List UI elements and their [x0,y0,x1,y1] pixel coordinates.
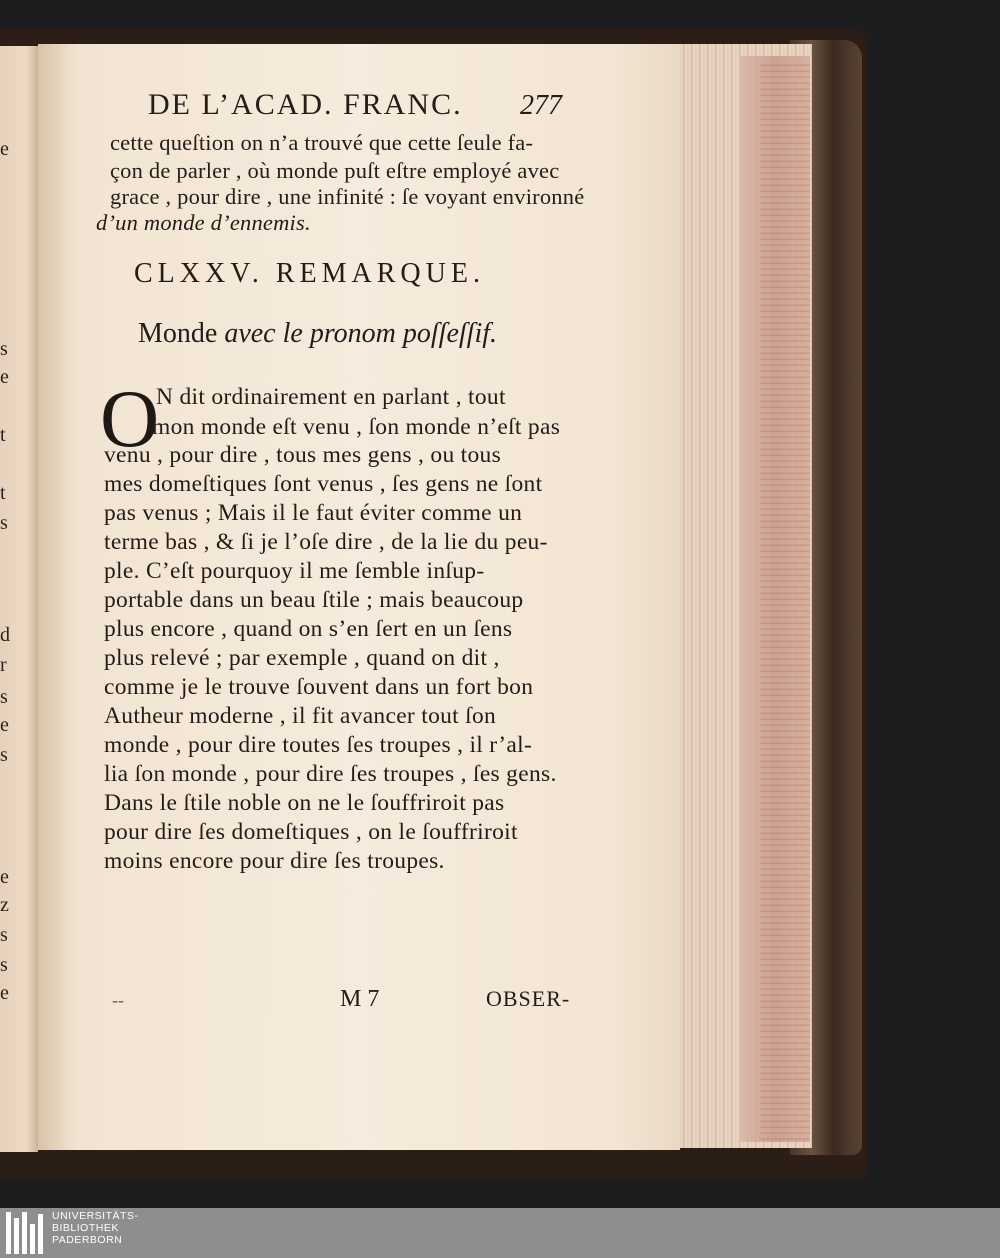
margin-letter: s [0,744,8,766]
library-footer-bar [0,1208,1000,1258]
paragraph-line: terme bas , & ſi je l’oſe dire , de la lie du peu- [104,529,548,555]
paragraph-line: plus relevé ; par exemple , quand on dit , [104,645,500,671]
margin-letter: z [0,894,9,916]
paragraph-line: mon monde eſt venu , ſon monde n’eſt pas [152,414,561,440]
signature-mark: M 7 [340,986,380,1012]
library-name-line: BIBLIOTHEK [52,1222,119,1234]
margin-letter: s [0,924,8,946]
running-head: DE L’ACAD. FRANC. [148,88,463,121]
library-name-line: PADERBORN [52,1234,123,1246]
paragraph-line: monde , pour dire toutes ſes troupes , il r’al- [104,732,533,758]
section-heading: CLXXV. REMARQUE. [134,258,485,289]
paragraph-line: pour dire ſes domeſtiques , on le ſouffriroit [104,819,518,845]
paragraph-line: lia ſon monde , pour dire ſes troupes , ſes gens. [104,761,557,787]
paragraph-line: venu , pour dire , tous mes gens , ou tous [104,442,502,468]
section-subtitle [138,318,497,350]
left-page-edge [0,46,38,1152]
margin-letter: s [0,686,8,708]
paragraph-line: plus encore , quand on s’en ſert en un ſens [104,616,513,642]
subtitle-roman: Monde [138,318,218,349]
intro-line: d’un monde d’ennemis. [96,210,311,235]
drop-cap: O [100,373,160,464]
margin-letter: t [0,424,6,446]
margin-letter: s [0,954,8,976]
intro-line: grace , pour dire , une infinité : ſe voyant environné [110,184,585,209]
catchword: OBSER- [486,986,571,1011]
faint-mark: -- [112,990,124,1010]
paragraph-line: comme je le trouve ſouvent dans un fort bon [104,674,534,700]
margin-letter: e [0,714,9,736]
margin-letter: s [0,512,8,534]
margin-letter: e [0,866,9,888]
library-name [52,1210,138,1246]
margin-letter: r [0,654,7,676]
margin-letter: e [0,366,9,388]
paragraph-line: moins encore pour dire ſes troupes. [104,848,445,874]
paragraph-line: N dit ordinairement en parlant , tout [156,384,506,410]
margin-letter: e [0,982,9,1004]
page-block-grain [760,60,810,1140]
paragraph-line: portable dans un beau ſtile ; mais beaucoup [104,587,524,613]
paragraph-line: Dans le ſtile noble on ne le ſouffriroit pas [104,790,505,816]
intro-line: cette queſtion on n’a trouvé que cette ſeule fa- [110,130,534,155]
margin-letter: d [0,624,10,646]
page-number: 277 [520,90,562,121]
margin-letter: e [0,138,9,160]
paragraph-line: pas venus ; Mais il le faut éviter comme un [104,500,523,526]
left-margin-letters [0,46,14,1152]
paragraph-line: mes domeſtiques ſont venus , ſes gens ne ſont [104,471,543,497]
library-logo-icon [6,1212,46,1254]
library-name-line: UNIVERSITÄTS- [52,1210,139,1222]
intro-line: çon de parler , où monde puſt eſtre employé avec [110,158,560,183]
paragraph-line: Autheur moderne , il fit avancer tout ſon [104,703,497,729]
margin-letter: t [0,482,6,504]
paragraph-line: ple. C’eſt pourquoy il me ſemble inſup- [104,558,485,584]
margin-letter: s [0,338,8,360]
subtitle-italic: avec le pronom poſſeſſif. [224,318,497,349]
